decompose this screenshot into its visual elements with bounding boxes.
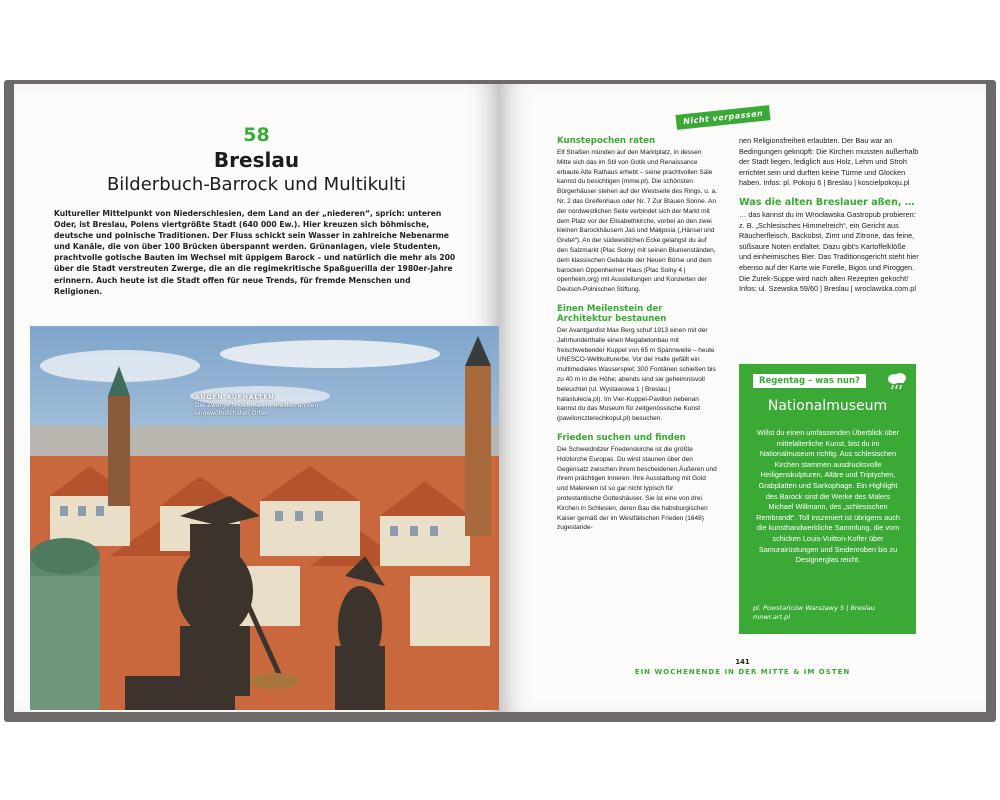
photo-caption-heading: AUGEN AUFHALTEN [195,394,275,401]
running-head: EIN WOCHENENDE IN DER MITTE & IM OSTEN [634,668,851,676]
intro-paragraph: Kultureller Mittelpunkt von Niederschlesien, dem Land an der „niederen“, sprich: unteren Oder, ist Breslau, Polens viertgrößte Stadt (640 000 Ew.). Hier kreuzen sich böhmische, deutsche und polnische Traditionen. Der Fluss schickt sein Wasser in zahlreiche Nebenarme und Kanäle, die von über 100 Brücken überspannt werden. Grünanlagen, viele Studenten, prachtvolle gotische Bauten im Wechsel mit üppigem Barock – und natürlich die mehr als 200 über die Stadt verstreuten Zwerge, die an die regimekritische Spaßguerilla der 1980er-Jahre erinnern. Auch heute ist die Stadt offen für neue Trends, für fremde Menschen und Religionen. [54,209,456,296]
box-title: Nationalmuseum [767,398,888,414]
photo-caption [195,394,355,418]
section-heading: Kunstepochen raten [557,136,656,146]
left-page [14,84,499,712]
chapter-number: 58 [243,124,270,146]
photo-caption-text: Die Zwerge findet man in Breslau an den ungewöhnlichsten Orten [195,402,319,417]
rainy-day-tag: Regentag – was nun? [753,374,866,388]
section-text: Die Schweidnitzer Friedenskirche ist die größte Holzkirche Europas. Du wirst staunen über den Gegensatz zwischen ihrem bescheidenen Äußeren und ihrem prächtigen Inneren. Ihre Ausstattung mit Gold und Malereien ist so gar nicht typisch für protestantische Gotteshäuser. Sie ist eine von drei Kirchen in Schlesien, deren Bau die habsburgischen Kaiser gemäß der im Westfälischen Frieden (1648) zugestande- [557,445,717,532]
box-text: Willst du einen umfassenden Überblick über mittelalterliche Kunst, bist du im Nationalmuseum richtig. Aus schlesischen Kirchen stammen ausdrucksvolle Heiligenskulpturen, Altäre und Triptychen, Grabplatten und Sarkophage. Ein Highlight des Barock sind die Werke des Malers Michael Willmann, des „schlesischen Rembrandt“. Toll inszeniert ist übrigens auch die kunsthandwerkliche Sammlung, die vom schicken Louis-Vuitton-Koffer über Samurairüstungen und Seidenroben bis zu Designerglas reicht. [756,428,900,565]
chapter-subtitle: Bilderbuch-Barrock und Multikulti [106,174,407,195]
section-text: … das kannst du im Wrocławska Gastropub probieren: z. B. „Schlesisches Himmelreich“, ein Gericht aus Räucherfleisch, Backobst, Zimt und Zitrone, das feine, süßsaure Noten entfaltet. Dazu gibt's Kartoffelklöße und einheimisches Bier. Das Traditionsgericht steht hier ebenso auf der Karte wie Forelle, Bigos und Piroggen. Die Żurek-Suppe wird nach alten Rezepten gekocht! Infos: ul. Szewska 59/60 | Breslau | wroclawska.com.pl [739,209,919,294]
section-heading: Einen Meilenstein der Architektur bestaunen [557,303,667,324]
rain-cloud-icon [886,372,908,390]
city-photo [30,326,499,710]
section-text: Elf Straßen münden auf den Marktplatz, in dessen Mitte sich das im Stil von Gotik und Renaissance erbaute Alte Rathaus erhebt – seine prachtvollen Säle kannst du besichtigen (mmw.pl). Die schönsten Bürgerhäuser stehen auf der Westseite des Rings, u. a. Nr. 2 das Greifenhaus oder Nr. 7 Zur Blauen Sonne. An der nordwestlichen Seite verbindet sich der Markt mit dem Platz vor der Elisabethkirche, vorbei an den zwei kleinen Barockhäusern Jaś und Małgosia („Hänsel und Gretel“). An der südwestlichen Ecke gelangst du auf den Salzmarkt (Plac Solny) mit seinen Blumenständen, dem klassischen Gebäude der Neuen Börse und dem barocken Oppenheimer Haus (Plac Solny 4 | openheim.org) mit Ausstellungen und Konzerten der Deutsch-Polnischen Stiftung. [557,149,717,294]
right-column [739,136,919,304]
city-dwarf-photo-illustration [30,326,499,710]
left-column [557,136,717,542]
box-address-line: pl. Powstańców Warszawy 5 | Breslau [753,604,875,612]
rainy-day-box [739,364,916,634]
section-heading: Was die alten Breslauer aßen, … [739,196,915,208]
section-heading: Frieden suchen und finden [557,432,686,443]
chapter-title: Breslau [213,148,300,172]
right-page [499,84,986,712]
section-text: Der Avantgardist Max Berg schuf 1913 einen mit der Jahrhunderthalle einen Megabetonbau mit freischwebender Kuppel von 65 m Spannweite – heute UNESCO-Weltkulturerbe. Vor der Halle gefällt ein multimediales Wasserspiel: 300 Fontänen schießen bis zu 40 m in die Höhe; abends sind sie geheimnisvoll beleuchtet (ul. Wystawowa 1 | Breslau | halastulecia.pl). Im Vier-Kuppel-Pavillon nebenan kannst du das Museum für zeitgenössische Kunst (pawilonczterechkopul.pl) besuchen. [557,326,716,423]
page-number: 141 [735,658,750,666]
section-text-continued: nen Religionsfreiheit erlaubten. Der Bau war an Bedingungen geknüpft: Die Kirchen mussten außerhalb der Stadt liegen, lediglich aus Holz, Lehm und Stroh errichtet sein und durften keine Türme und Glocken haben. Infos: pl. Pokoju 6 | Breslau | koscielpokoju.pl [739,136,919,188]
box-website: mnwr.art.pl [753,613,791,621]
box-address [753,604,903,622]
highlight-tag: Nicht verpassen [675,105,770,130]
